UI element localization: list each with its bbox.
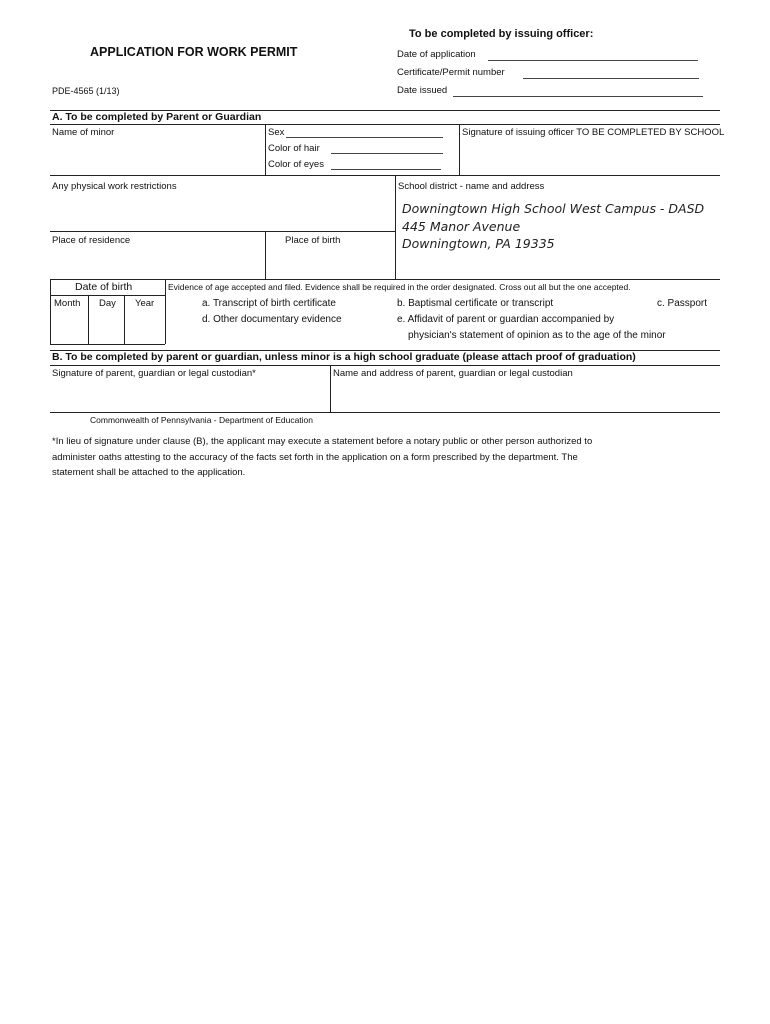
dob-box-bottom [50, 344, 165, 345]
dob-box-left [50, 279, 51, 344]
evidence-e-line1: e. Affidavit of parent or guardian accompanied by [397, 314, 615, 325]
dob-month-label: Month [54, 298, 81, 309]
place-of-residence-label: Place of residence [52, 235, 131, 246]
color-of-hair-label: Color of hair [268, 143, 320, 154]
form-title: APPLICATION FOR WORK PERMIT [90, 45, 298, 59]
color-of-eyes-field[interactable] [331, 169, 441, 170]
evidence-a: a. Transcript of birth certificate [202, 298, 336, 309]
certificate-number-label: Certificate/Permit number [397, 67, 505, 78]
name-of-minor-label: Name of minor [52, 127, 115, 138]
divider [265, 124, 266, 175]
section-b-bottom-rule [50, 412, 720, 413]
school-street-value: 445 Manor Avenue [402, 219, 521, 234]
dob-day-label: Day [99, 298, 116, 309]
commonwealth-text: Commonwealth of Pennsylvania - Department of Education [90, 415, 314, 425]
divider [395, 175, 396, 279]
divider [459, 124, 460, 175]
divider [330, 365, 331, 412]
officer-heading: To be completed by issuing officer: [409, 28, 594, 40]
color-of-eyes-label: Color of eyes [268, 159, 324, 170]
date-of-application-field[interactable] [488, 60, 698, 61]
divider [265, 231, 266, 279]
date-issued-field[interactable] [453, 96, 703, 97]
physical-restrictions-label: Any physical work restrictions [52, 181, 177, 192]
dob-rule [50, 295, 165, 296]
school-district-label: School district - name and address [398, 181, 545, 192]
signature-officer-label: Signature of issuing officer TO BE COMPLETED BY SCHOOL [462, 127, 725, 138]
dob-box-right [165, 279, 166, 344]
row-rule [50, 175, 720, 176]
form-code: PDE-4565 (1/13) [52, 86, 120, 96]
section-a-heading-rule [50, 124, 720, 125]
footnote-line-1: *In lieu of signature under clause (B), the applicant may execute a statement before a notary public or other person authorized to [52, 436, 593, 447]
sex-field[interactable] [286, 137, 443, 138]
dob-label: Date of birth [75, 281, 133, 293]
divider [88, 295, 89, 344]
certificate-number-field[interactable] [523, 78, 699, 79]
parent-signature-label: Signature of parent, guardian or legal custodian* [52, 368, 256, 379]
section-b-heading: B. To be completed by parent or guardian, unless minor is a high school graduate (please attach proof of graduation) [52, 351, 636, 363]
row-rule [50, 279, 720, 280]
sex-label: Sex [268, 127, 285, 138]
date-issued-label: Date issued [397, 85, 448, 96]
evidence-c: c. Passport [657, 298, 708, 309]
school-name-value: Downingtown High School West Campus - DASD [402, 201, 705, 216]
section-b-heading-rule [50, 365, 720, 366]
parent-name-address-label: Name and address of parent, guardian or legal custodian [333, 368, 573, 379]
evidence-d: d. Other documentary evidence [202, 314, 342, 325]
divider [124, 295, 125, 344]
dob-year-label: Year [135, 298, 155, 309]
evidence-e-line2: physician's statement of opinion as to the age of the minor [408, 330, 666, 341]
school-city-value: Downingtown, PA 19335 [402, 236, 555, 251]
color-of-hair-field[interactable] [331, 153, 443, 154]
row-rule [50, 231, 395, 232]
date-of-application-label: Date of application [397, 49, 476, 60]
place-of-birth-label: Place of birth [285, 235, 341, 246]
evidence-b: b. Baptismal certificate or transcript [397, 298, 554, 309]
footnote-line-2: administer oaths attesting to the accuracy of the facts set forth in the application on a form prescribed by the department. The [52, 452, 578, 463]
section-a-heading: A. To be completed by Parent or Guardian [52, 111, 262, 123]
footnote-line-3: statement shall be attached to the application. [52, 467, 246, 478]
evidence-intro: Evidence of age accepted and filed. Evidence shall be required in the order designated. Cross out all but the one accepted. [168, 282, 631, 292]
